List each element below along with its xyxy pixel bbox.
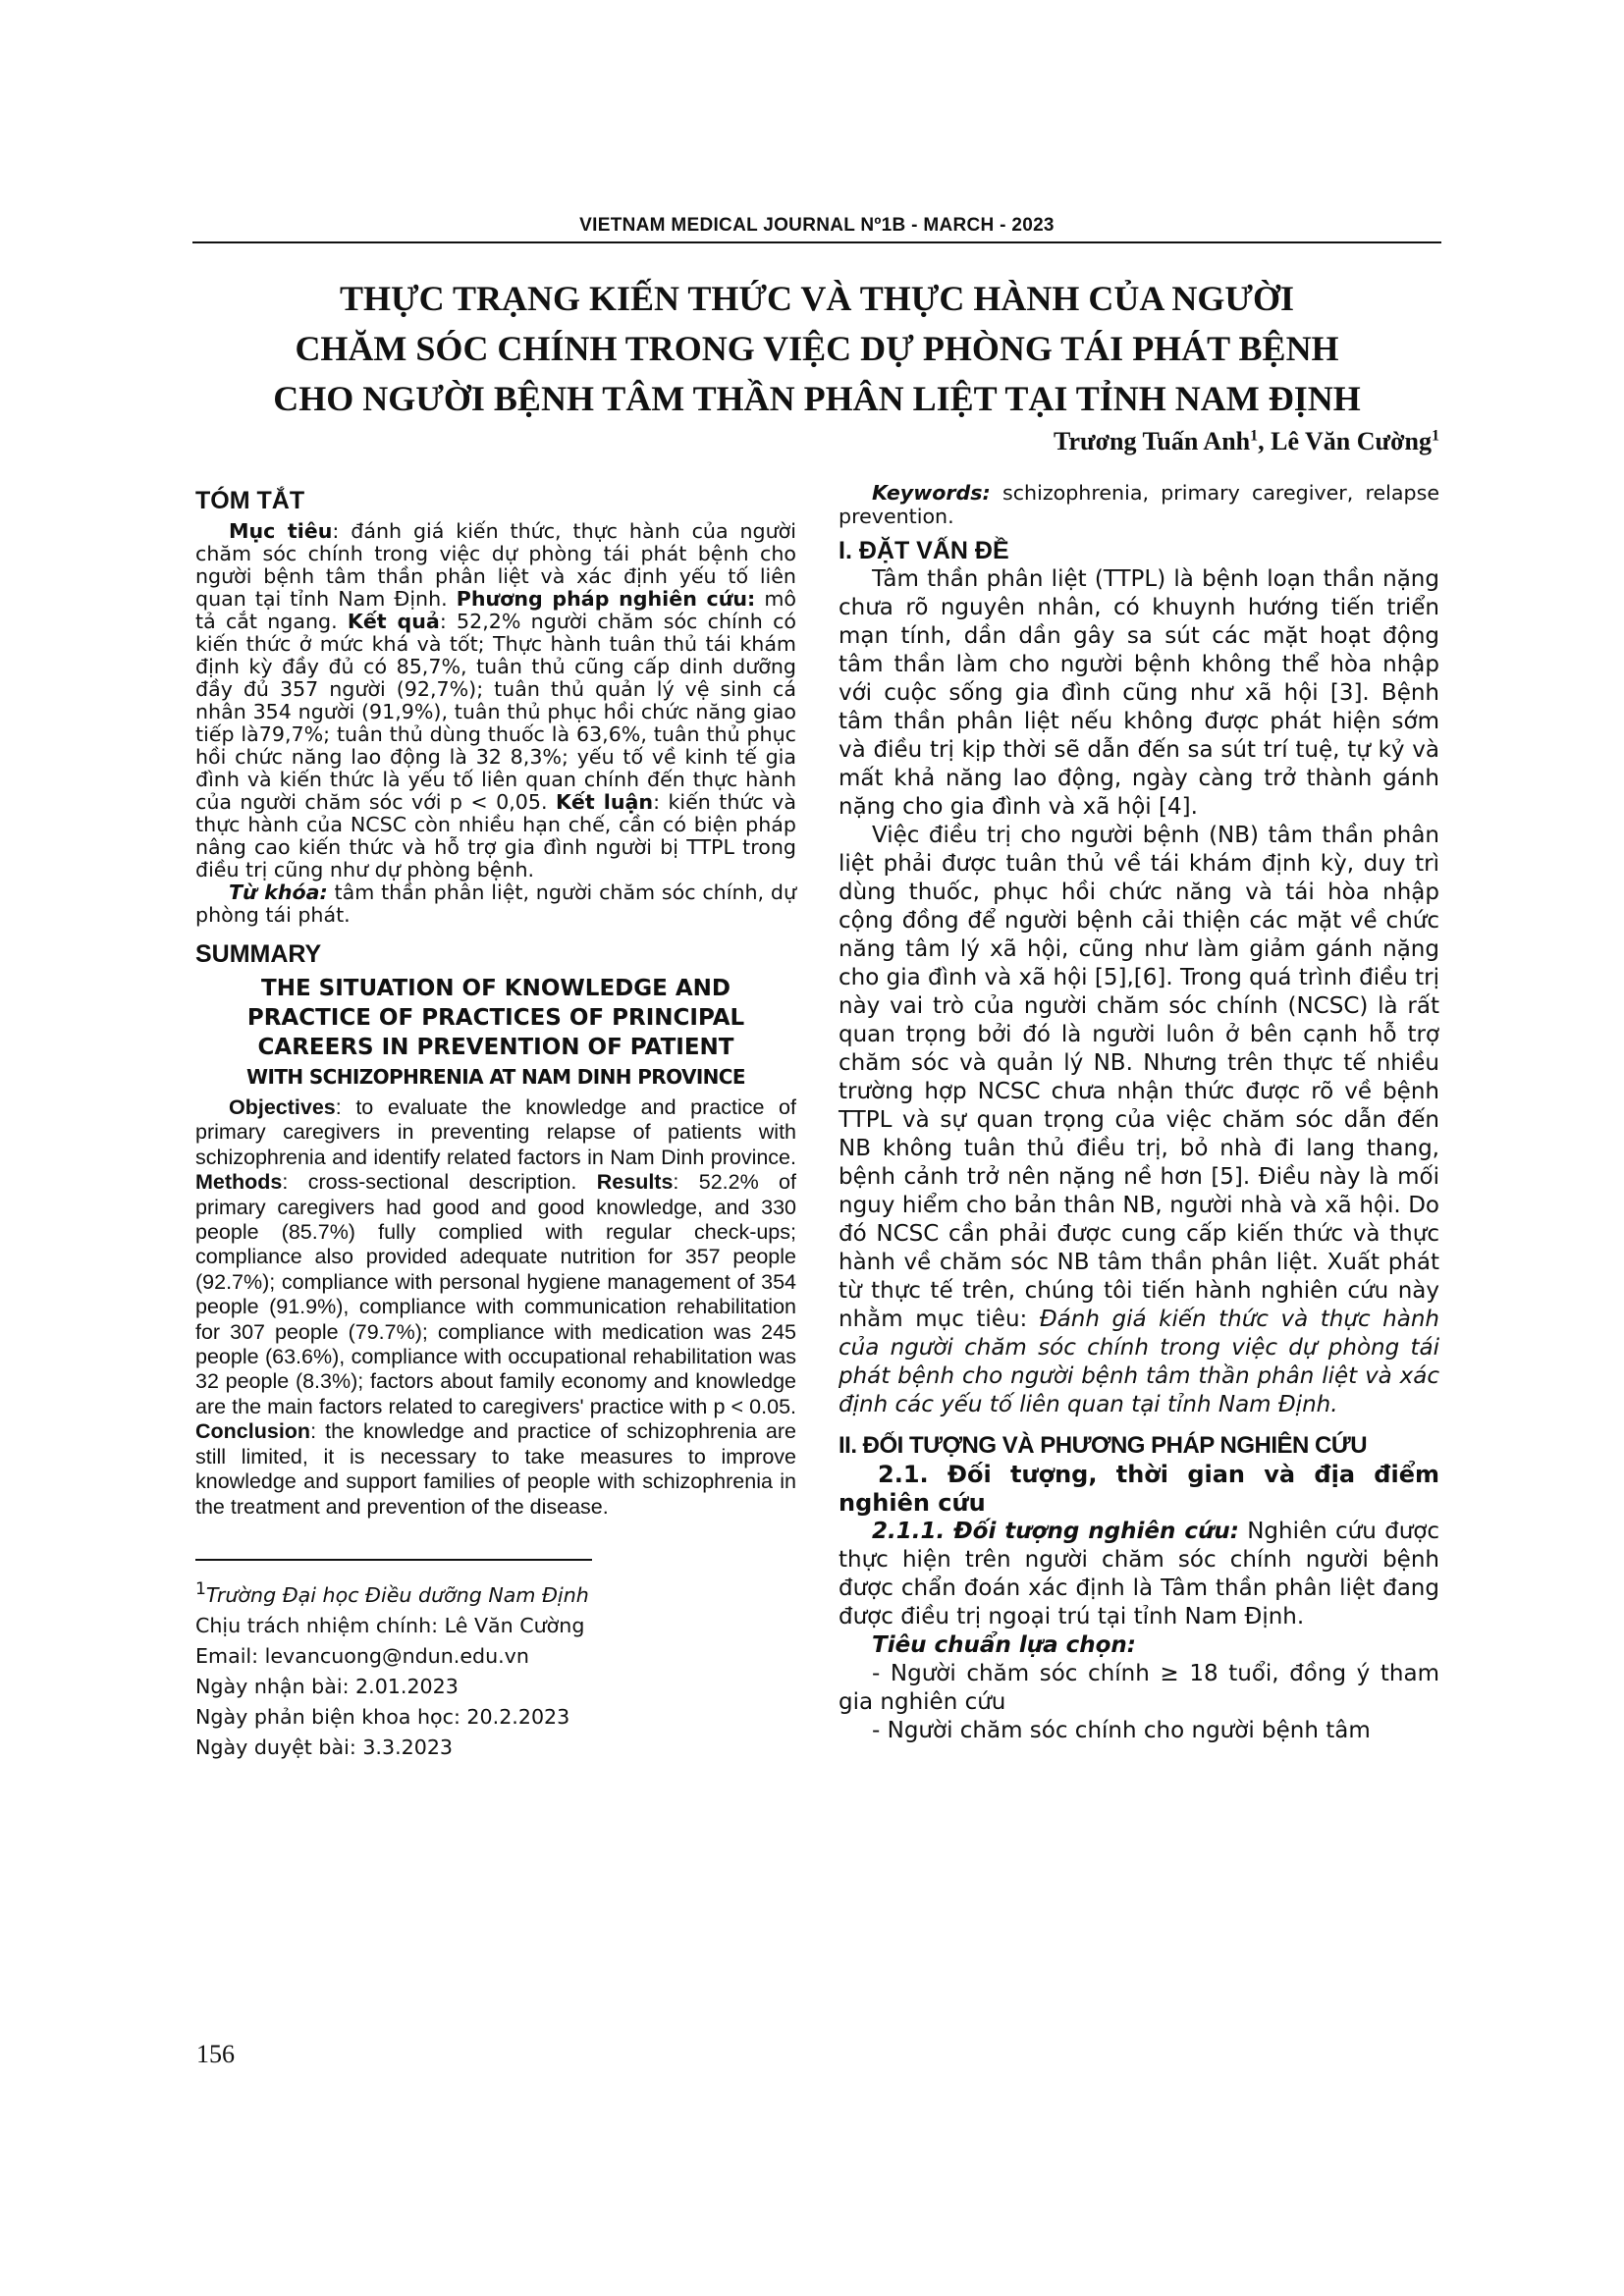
article-title (192, 274, 1441, 424)
running-header: VIETNAM MEDICAL JOURNAL Nº1B - MARCH - 2023 (579, 215, 1055, 236)
intro-paragraph: Việc điều trị cho người bệnh (NB) tâm thần phân liệt phải được tuân thủ về tái khám định kỳ, duy trì dùng thuốc, phục hồi chức năng và tái hòa nhập cộng đồng để người bệnh cải thiện các mặt về chức năng tâm lý xã hội, cũng như làm giảm gánh nặng cho gia đình và xã hội [5],[6]. Trong quá trình điều trị này vai trò của người chăm sóc chính (NCSC) là rất quan trọng bởi đó là người luôn ở bên cạnh hỗ trợ chăm sóc và quản lý NB. Nhưng trên thực tế nhiều trường hợp NCSC chưa nhận thức được rõ về bệnh TTPL và sự quan trọng của việc chăm sóc dẫn đến NB không tuân thủ điều trị, bỏ nhà đi lang thang, bệnh cảnh trở nên nặng nề hơn [5]. Điều này là mối nguy hiểm cho bản thân NB, người nhà và xã hội. Do đó NCSC cần phải được cung cấp kiến thức và thực hành về chăm sóc NB tâm thần phân liệt. Xuất phát từ thực tế trên, chúng tôi tiến hành nghiên cứu này nhằm mục tiêu: Đánh giá kiến thức và thực hành của người chăm sóc chính trong việc dự phòng tái phát bệnh cho người bệnh tâm thần phân liệt và xác định các yếu tố liên quan tại tỉnh Nam Định. (839, 823, 1439, 1417)
keywords-vi (195, 881, 796, 927)
intro-heading: I. ĐẶT VẤN ĐỀ (839, 537, 1009, 564)
footnote-email: Email: levancuong@ndun.edu.vn (195, 1643, 529, 1668)
criteria-item: - Người chăm sóc chính ≥ 18 tuổi, đồng ý tham gia nghiên cứu (839, 1661, 1439, 1715)
abstract-vi-body (195, 520, 796, 881)
conclusion-text: : kiến thức và thực hành của NCSC còn nhiều hạn chế, cần có biện pháp nâng cao kiến thức và hỗ trợ gia đình người bị TTPL trong điều trị cũng như dự phòng bệnh. (195, 790, 796, 881)
author-name: Trương Tuấn Anh (1054, 427, 1251, 455)
objectives-label: Objectives (229, 1095, 336, 1119)
result-label: Kết quả (347, 610, 440, 633)
right-column (839, 481, 1439, 1745)
conclusion-label: Kết luận (555, 790, 654, 814)
footnote-affiliation: $^1$Trường Đại học Điều dưỡng Nam Định (195, 1578, 589, 1607)
affiliation-mark: 1 (1432, 427, 1439, 445)
footnote-reviewed: Ngày phản biện khoa học: 20.2.2023 (195, 1704, 570, 1729)
keywords-vi-text: tâm thần phân liệt, người chăm sóc chính, dự phòng tái phát. (195, 881, 797, 927)
author-name: Lê Văn Cường (1271, 427, 1432, 455)
study-objective: Đánh giá kiến thức và thực hành của người chăm sóc chính trong việc dự phòng tái phát bệnh cho người bệnh tâm thần phân liệt và xác định các yếu tố liên quan tại tỉnh Nam Định. (839, 1307, 1439, 1417)
footnote-received: Ngày nhận bài: 2.01.2023 (195, 1674, 459, 1698)
authors (1054, 427, 1439, 456)
author-separator: , (1258, 427, 1272, 455)
english-title-line: CAREERS IN PREVENTION OF PATIENT (257, 1035, 734, 1060)
objective-text: : đánh giá kiến thức, thực hành của người chăm sóc chính trong việc dự phòng tái phát bệnh cho người bệnh tâm thần phân liệt và xác định yếu tố liên quan tại tỉnh Nam Định. (195, 519, 796, 611)
conclusion-en-label: Conclusion (195, 1419, 311, 1444)
footnote-rule (195, 1559, 592, 1561)
title-line: THỰC TRẠNG KIẾN THỨC VÀ THỰC HÀNH CỦA NGƯỜI (339, 279, 1295, 318)
footnote-responsible: Chịu trách nhiệm chính: Lê Văn Cường (195, 1613, 585, 1637)
methods-text: : cross-sectional description. (282, 1170, 597, 1195)
objectives-text: : to evaluate the knowledge and practice of primary caregivers in preventing relapse of patients with schizophrenia and identify related factors in Nam Dinh province. (195, 1095, 796, 1169)
subject-label: 2.1.1. Đối tượng nghiên cứu: (872, 1519, 1239, 1544)
keywords-en (839, 481, 1439, 528)
abstract-vi-heading: TÓM TẮT (195, 487, 305, 514)
keywords-en-label: Keywords: (872, 481, 991, 505)
method-text: mô tả cắt ngang. (195, 587, 797, 633)
intro-paragraph: Tâm thần phân liệt (TTPL) là bệnh loạn thần nặng chưa rõ nguyên nhân, có khuynh hướng tiến triển mạn tính, dần dần gây sa sút các mặt hoạt động tâm thần làm cho người bệnh không thể hòa nhập với cuộc sống gia đình cũng như xã hội [3]. Bệnh tâm thần phân liệt nếu không được phát hiện sớm và điều trị kịp thời sẽ dẫn đến sa sút trí tuệ, tự kỷ và mất khả năng lao động, ngày càng trở thành gánh nặng cho gia đình và xã hội [4]. (839, 566, 1439, 820)
summary-heading: SUMMARY (195, 940, 322, 968)
left-column (195, 481, 796, 1763)
title-line: CHĂM SÓC CHÍNH TRONG VIỆC DỰ PHÒNG TÁI PHÁT BỆNH (295, 329, 1339, 368)
conclusion-en-text: : the knowledge and practice of schizophrenia are still limited, it is necessary to take measures to improve knowledge and support families of people with schizophrenia in the treatment and prevention of the disease. (195, 1419, 796, 1519)
methods-label: Methods (195, 1170, 283, 1195)
english-title-line: WITH SCHIZOPHRENIA AT NAM DINH PROVINCE (246, 1065, 745, 1089)
subject-paragraph (839, 1518, 1439, 1631)
affiliation-mark: 1 (195, 1578, 206, 1599)
page-number: 156 (196, 2040, 235, 2068)
english-title-line: PRACTICE OF PRACTICES OF PRINCIPAL (246, 1005, 745, 1031)
english-title-line: THE SITUATION OF KNOWLEDGE AND (261, 976, 731, 1001)
criteria-item: - Người chăm sóc chính cho người bệnh tâm (872, 1718, 1371, 1743)
footnotes (195, 1575, 796, 1763)
footnote-accepted: Ngày duyệt bài: 3.3.2023 (195, 1735, 454, 1759)
criteria-heading: Tiêu chuẩn lựa chọn: (872, 1632, 1137, 1658)
affiliation-mark: 1 (1250, 427, 1259, 445)
results-text: : 52.2% of primary caregivers had good and good knowledge, and 330 people (85.7%) fully complied with regular check-ups; compliance also provided adequate nutrition for 357 people (92.7%); compliance with personal hygiene management of 354 people (91.9%), compliance with communication rehabilitation for 307 people (79.7%); compliance with medication was 245 people (63.6%), compliance with occupational rehabilitation was 32 people (8.3%); factors about family economy and knowledge are the main factors related to caregivers' practice with p < 0.05. (195, 1170, 796, 1418)
results-label: Results (596, 1170, 674, 1195)
method-label: Phương pháp nghiên cứu: (456, 587, 756, 611)
objective-label: Mục tiêu (229, 519, 333, 543)
header-rule (192, 241, 1441, 243)
subsection-heading: 2.1. Đối tượng, thời gian và địa điểm nghiên cứu (839, 1461, 1439, 1517)
english-title (195, 974, 796, 1092)
abstract-en-body (195, 1095, 796, 1520)
keywords-vi-label: Từ khóa: (229, 881, 328, 904)
title-line: CHO NGƯỜI BỆNH TÂM THẦN PHÂN LIỆT TẠI TỈNH NAM ĐỊNH (273, 379, 1361, 418)
methods-heading: II. ĐỐI TƯỢNG VÀ PHƯƠNG PHÁP NGHIÊN CỨU (839, 1432, 1368, 1459)
result-text: : 52,2% người chăm sóc chính có kiến thức ở mức khá và tốt; Thực hành tuân thủ tái khám định kỳ đầy đủ có 85,7%, tuân thủ cũng cấp dinh dưỡng đầy đủ 357 người (92,7%); tuân thủ quản lý vệ sinh cá nhân 354 người (91,9%), tuân thủ phục hồi chức năng giao tiếp là79,7%; tuân thủ dùng thuốc là 63,6%, tuân thủ phục hồi chức năng lao động là 32 8,3%; yếu tố về kinh tế gia đình và kiến thức là yếu tố liên quan chính đến thực hành của người chăm sóc với p < 0,05. (195, 610, 797, 814)
keywords-en-text: schizophrenia, primary caregiver, relapse prevention. (839, 481, 1439, 528)
subject-text: Nghiên cứu được thực hiện trên người chăm sóc chính người bệnh được chẩn đoán xác định là Tâm thần phân liệt đang được điều trị ngoại trú tại tỉnh Nam Định. (839, 1519, 1439, 1629)
